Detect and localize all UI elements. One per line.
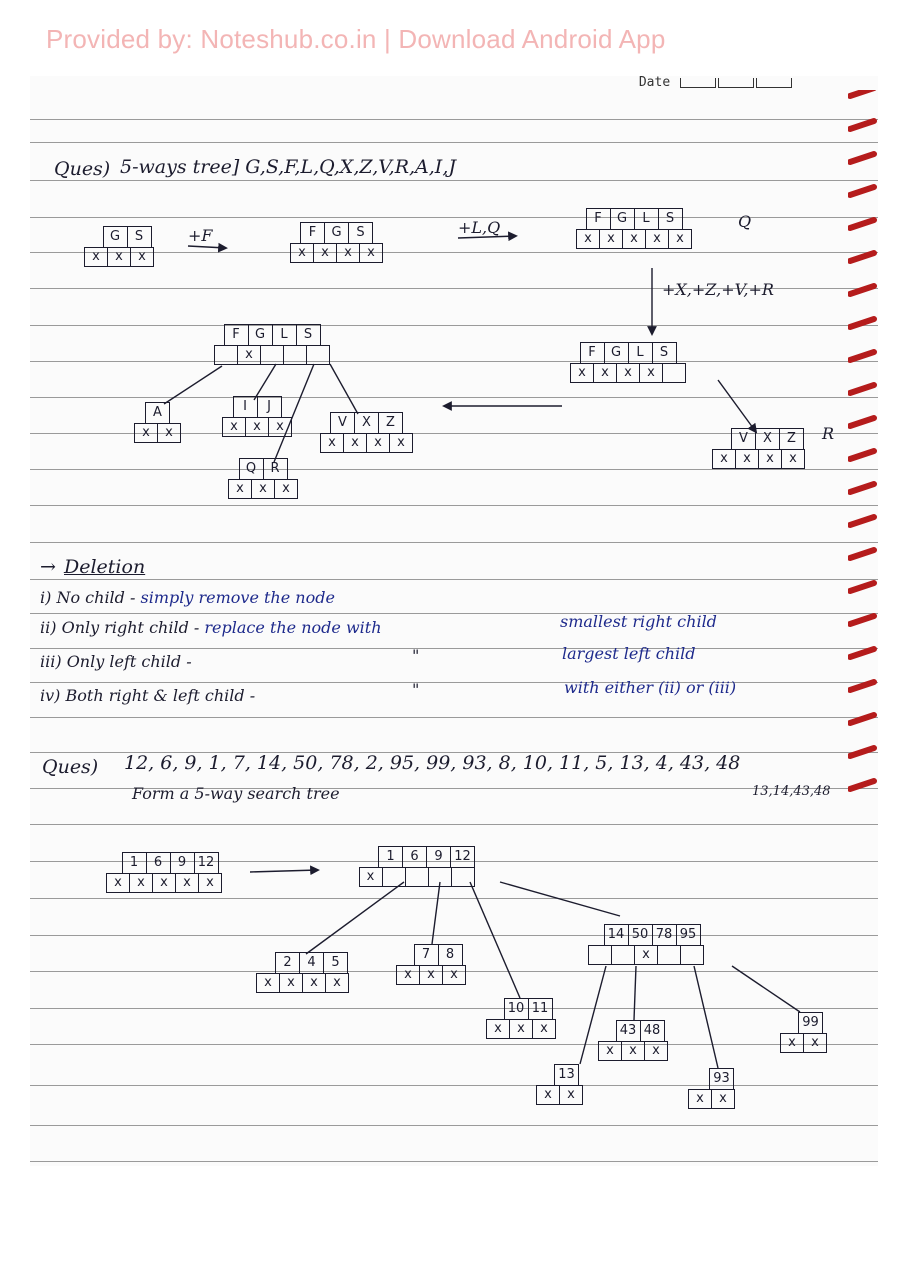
ruled-line — [30, 717, 878, 718]
q2-label: Ques) — [42, 756, 99, 778]
ruled-line — [30, 119, 878, 120]
ruled-line — [30, 180, 878, 181]
ruled-line — [30, 361, 878, 362]
tree-node: 1 6 9 12 x x x x x — [106, 852, 222, 893]
deletion-item: ii) Only right child - replace the node with — [40, 618, 382, 637]
deletion-arrow: → — [40, 556, 56, 578]
spiral-binding — [848, 90, 880, 1170]
ruled-line — [30, 824, 878, 825]
deletion-item-tail: smallest right child — [560, 612, 717, 631]
ruled-line — [30, 325, 878, 326]
arrow-label-step3: +X,+Z,+V,+R — [662, 280, 774, 299]
tree-node: Q R x x x — [228, 458, 298, 499]
overflow-key: Q — [738, 212, 752, 231]
date-box — [680, 78, 716, 88]
tree-node: V X Z x x x x — [712, 428, 805, 469]
ruled-line — [30, 935, 878, 936]
deletion-item-tail: with either (ii) or (iii) — [564, 678, 737, 697]
ditto-mark: " — [412, 680, 420, 699]
tree-node: 1 6 9 12 x — [358, 846, 475, 887]
ruled-line — [30, 505, 878, 506]
ruled-line — [30, 542, 878, 543]
tree-node: 7 8 x x x — [396, 944, 466, 985]
date-label: Date — [638, 76, 671, 90]
tree-node: 93 x x — [688, 1068, 735, 1109]
q2-sequence: 12, 6, 9, 1, 7, 14, 50, 78, 2, 95, 99, 93, 8, 10, 11, 5, 13, 4, 43, 48 — [124, 752, 741, 774]
q2-side-note: 13,14,43,48 — [752, 784, 831, 799]
tree-node: 10 11 x x x — [486, 998, 556, 1039]
arrow-label-step1: +F — [188, 226, 213, 245]
ruled-line — [30, 252, 878, 253]
ruled-line — [30, 397, 878, 398]
deletion-item-tail: largest left child — [562, 644, 696, 663]
arrow-label-step2: +L,Q — [458, 218, 501, 237]
tree-node: G S x x x — [84, 226, 154, 267]
ruled-line — [30, 1125, 878, 1126]
ruled-line — [30, 613, 878, 614]
tree-node: F G L S x — [214, 324, 330, 365]
ruled-line — [30, 1161, 878, 1162]
q2-instruction: Form a 5-way search tree — [132, 784, 340, 803]
ruled-line — [30, 898, 878, 899]
q1-prompt: 5-ways tree] G,S,F,L,Q,X,Z,V,R,A,I,J — [120, 156, 456, 178]
ruled-line — [30, 142, 878, 143]
ruled-line — [30, 1085, 878, 1086]
ruled-line — [30, 469, 878, 470]
tree-node: A x x — [134, 402, 181, 443]
date-field — [639, 76, 792, 90]
tree-node: 2 4 5 x x x x — [256, 952, 349, 993]
tree-node: V X Z x x x x — [320, 412, 413, 453]
overflow-key: R — [822, 424, 835, 443]
ruled-line — [30, 1008, 878, 1009]
tree-node: F G L S x x x x x — [576, 208, 692, 249]
watermark-text: Provided by: Noteshub.co.in | Download Android App — [46, 24, 666, 54]
ruled-line — [30, 648, 878, 649]
deletion-item: iii) Only left child - — [40, 652, 192, 671]
tree-node: F G S x x x x — [290, 222, 383, 263]
tree-node: I J x x x — [222, 396, 292, 437]
deletion-item: i) No child - simply remove the node — [40, 588, 335, 607]
ruled-line — [30, 1044, 878, 1045]
ruled-line — [30, 682, 878, 683]
tree-node: 43 48 x x x — [598, 1020, 668, 1061]
tree-node: 99 x x — [780, 1012, 827, 1053]
tree-node: 13 x x — [536, 1064, 583, 1105]
date-box — [718, 78, 754, 88]
ditto-mark: " — [412, 646, 420, 665]
tree-node: F G L S x x x x — [570, 342, 686, 383]
ruled-line — [30, 579, 878, 580]
q1-label: Ques) — [54, 158, 111, 180]
tree-node: 14 50 78 95 x — [588, 924, 704, 965]
deletion-title: Deletion — [64, 556, 146, 578]
deletion-item: iv) Both right & left child - — [40, 686, 256, 705]
date-box — [756, 78, 792, 88]
